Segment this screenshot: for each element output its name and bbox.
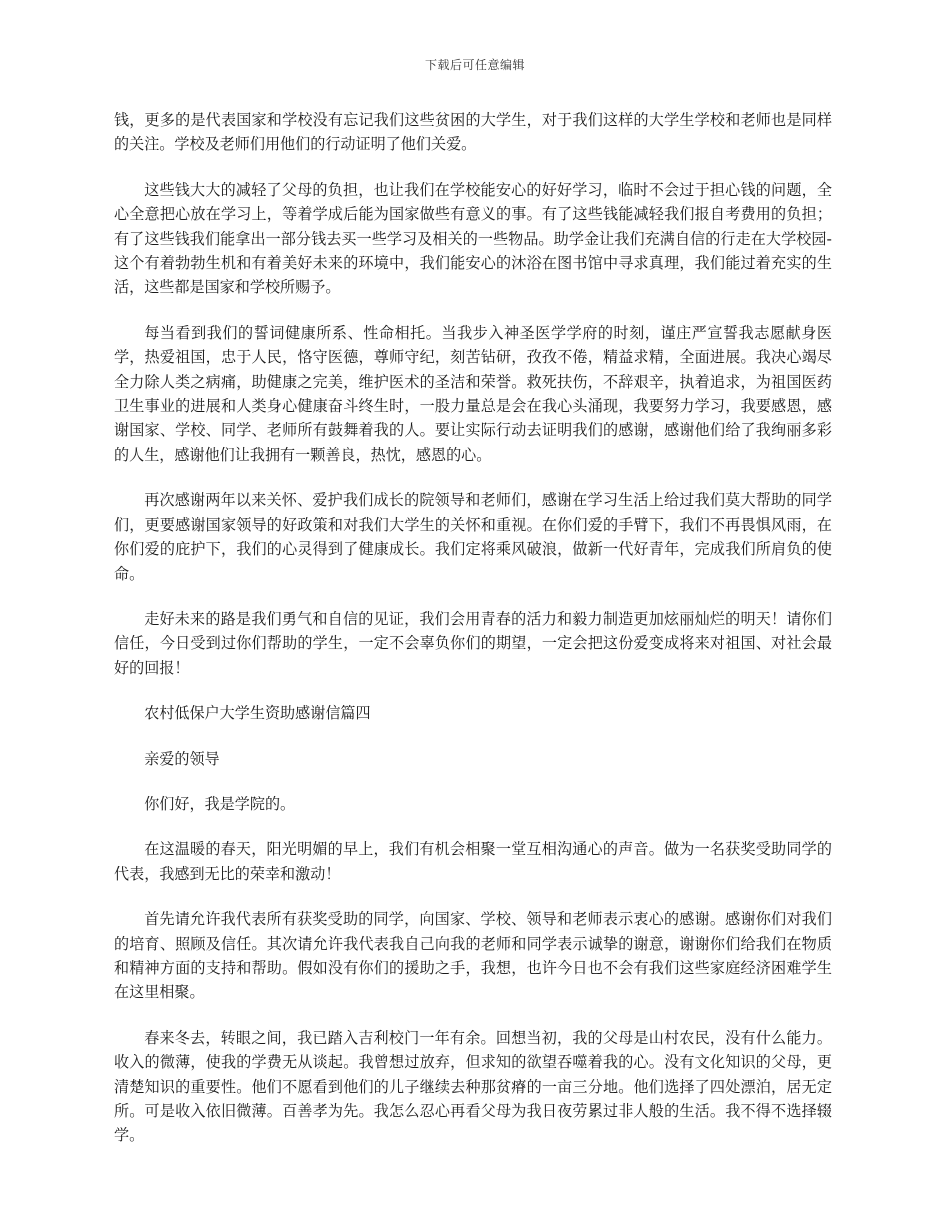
- header-note: 下载后可任意编辑: [424, 58, 525, 72]
- section-title: 农村低保户大学生资助感谢信篇四: [144, 704, 371, 723]
- salutation: 亲爱的领导: [144, 749, 220, 768]
- paragraph: 首先请允许我代表所有获奖受助的同学，向国家、学校、领导和老师表示衷心的感谢。感谢你们对我们的培育、照顾及信任。其次请允许我代表我自己向我的老师和同学表示诚挚的谢意，谢谢你们给我们在物质和精神方面的支持和帮助。假如没有你们的援助之手，我想，也许今日也不会有我们这些家庭经济困难学生在这里相聚。: [114, 910, 832, 1002]
- paragraph: 再次感谢两年以来关怀、爱护我们成长的院领导和老师们，感谢在学习生活上给过我们莫大帮助的同学们，更要感谢国家领导的好政策和对我们大学生的关怀和重视。在你们爱的手臂下，我们不再畏惧风雨，在你们爱的庇护下，我们的心灵得到了健康成长。我们定将乘风破浪，做新一代好青年，完成我们所肩负的使命。: [114, 491, 832, 583]
- paragraph: 在这温暖的春天，阳光明媚的早上，我们有机会相聚一堂互相沟通心的声音。做为一名获奖受助同学的代表，我感到无比的荣幸和激动！: [114, 840, 832, 883]
- greeting: 你们好，我是学院的。: [144, 794, 296, 813]
- paragraph: 钱，更多的是代表国家和学校没有忘记我们这些贫困的大学生，对于我们这样的大学生学校和老师也是同样的关注。学校及老师们用他们的行动证明了他们关爱。: [114, 111, 832, 154]
- paragraph: 春来冬去，转眼之间，我已踏入吉利校门一年有余。回想当初，我的父母是山村农民，没有什么能力。收入的微薄，使我的学费无从谈起。我曾想过放弃，但求知的欲望吞噬着我的心。没有文化知识的父母，更清楚知识的重要性。他们不愿看到他们的儿子继续去种那贫瘠的一亩三分地。他们选择了四处漂泊，居无定所。可是收入依旧微薄。百善孝为先。我怎么忍心再看父母为我日夜劳累过非人般的生活。我不得不选择辍学。: [114, 1028, 832, 1145]
- paragraph: 每当看到我们的誓词健康所系、性命相托。当我步入神圣医学学府的时刻，谨庄严宣誓我志愿献身医学，热爱祖国，忠于人民，恪守医德，尊师守纪，刻苦钻研，孜孜不倦，精益求精，全面进展。我决心竭尽全力除人类之病痛，助健康之完美，维护医术的圣洁和荣誉。救死扶伤，不辞艰辛，执着追求，为祖国医药卫生事业的进展和人类身心健康奋斗终生时，一股力量总是会在我心头涌现，我要努力学习，我要感恩，感谢国家、学校、同学、老师所有鼓舞着我的人。要让实际行动去证明我们的感谢，感谢他们给了我绚丽多彩的人生，感谢他们让我拥有一颗善良，热忱，感恩的心。: [114, 323, 832, 464]
- document-body: [114, 108, 832, 1169]
- paragraph: 走好未来的路是我们勇气和自信的见证，我们会用青春的活力和毅力制造更加炫丽灿烂的明天！请你们信任，今日受到过你们帮助的学生，一定不会辜负你们的期望，一定会把这份爱变成将来对祖国、对社会最好的回报！: [114, 609, 832, 677]
- paragraph: 这些钱大大的减轻了父母的负担，也让我们在学校能安心的好好学习，临时不会过于担心钱的问题，全心全意把心放在学习上，等着学成后能为国家做些有意义的事。有了这些钱能减轻我们报自考费用的负担；有了这些钱我们能拿出一部分钱去买一些学习及相关的一些物品。助学金让我们充满自信的行走在大学校园-这个有着勃勃生机和有着美好未来的环境中，我们能安心的沐浴在图书馆中寻求真理，我们能过着充实的生活，这些都是国家和学校所赐予。: [114, 180, 832, 297]
